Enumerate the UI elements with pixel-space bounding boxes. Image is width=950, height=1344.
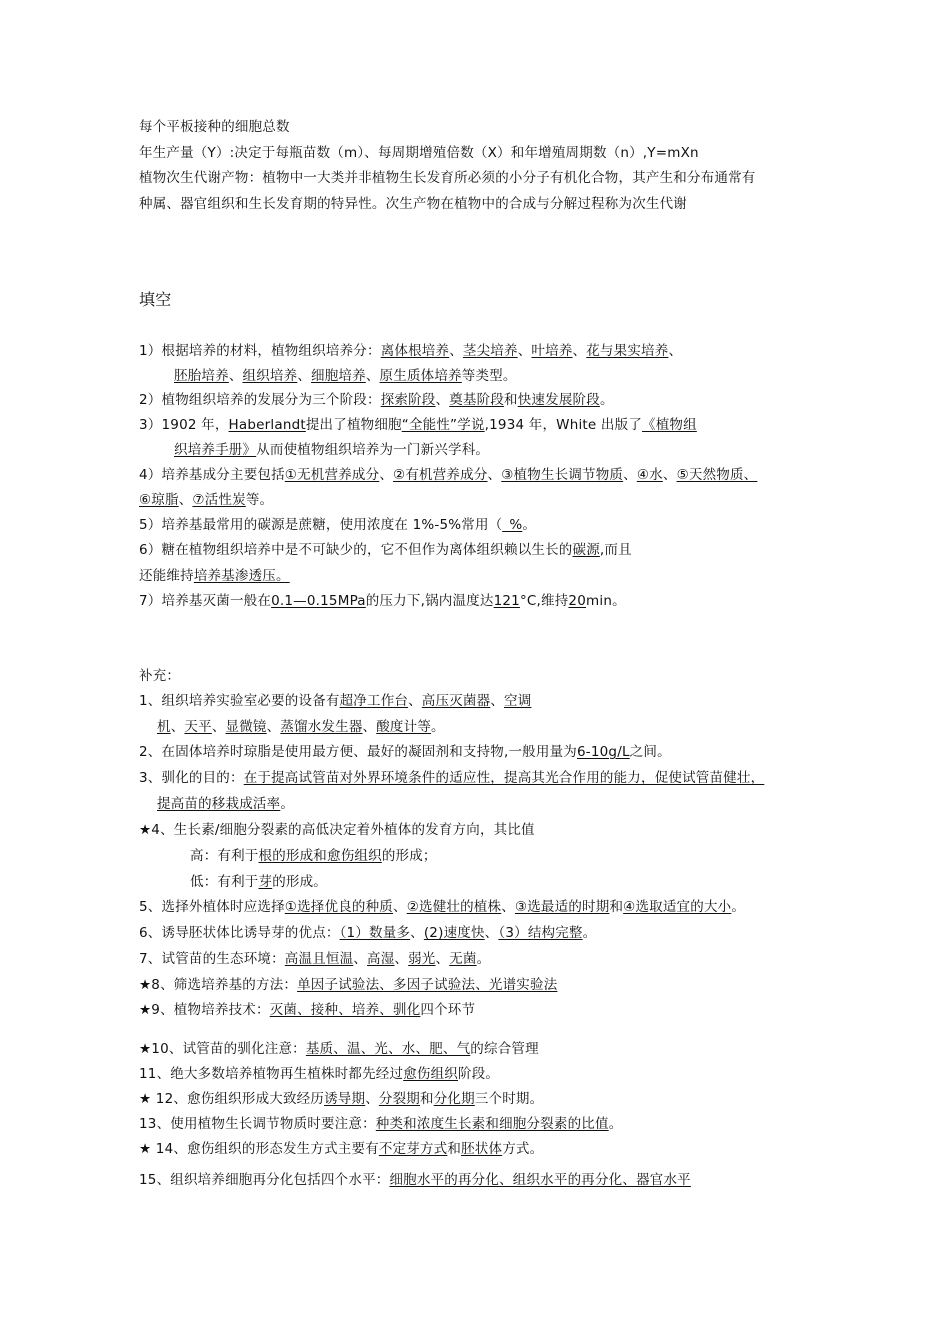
answer: 基质、温、光、水、肥、气 <box>305 1041 471 1057</box>
answer: 高湿 <box>367 951 395 967</box>
answer: 无菌 <box>449 951 477 967</box>
answer: 灭菌、接种、培养、驯化 <box>269 1002 421 1018</box>
answer: 超净工作台 <box>339 693 409 709</box>
question-3-cont: 织培养手册》从而使植物组织培养为一门新兴学科。 <box>174 442 490 458</box>
answer: 种类和浓度生长素和细胞分裂素的比值 <box>375 1116 609 1132</box>
text-line: 每个平板接种的细胞总数 <box>139 119 290 135</box>
question-4: 4）培养基成分主要包括①无机营养成分、②有机营养成分、③植物生长调节物质、④水、⑤天然物质、 <box>139 467 758 483</box>
answer: 茎尖培养 <box>462 343 518 359</box>
supp-item-3: 3、驯化的目的：在于提高试管苗对外界环境条件的适应性，提高其光合作用的能力，促使试管苗健壮， <box>139 770 765 786</box>
answer: 机 <box>157 719 171 735</box>
answer: _% <box>502 517 523 533</box>
answer: 蒸馏水发生器 <box>280 719 363 735</box>
supp-item-15: 15、组织培养细胞再分化包括四个水平：细胞水平的再分化、组织水平的再分化、器官水平 <box>139 1172 691 1188</box>
question-2: 2）植物组织培养的发展分为三个阶段：探索阶段、奠基阶段和快速发展阶段。 <box>139 392 614 408</box>
text-line: 植物次生代谢产物：植物中一大类并非植物生长发育所必须的小分子有机化合物，其产生和分布通常有 <box>139 170 756 186</box>
supp-item-9: ★9、植物培养技术：灭菌、接种、培养、驯化四个环节 <box>139 1002 476 1018</box>
answer: 根的形成和愈伤组织 <box>258 848 382 864</box>
answer: 121 <box>493 593 520 609</box>
answer: 碳源 <box>572 542 600 558</box>
answer: 奠基阶段 <box>449 392 505 408</box>
answer: 分裂期 <box>378 1091 420 1107</box>
answer: 探索阶段 <box>380 392 436 408</box>
answer: ①无机营养成分 <box>284 467 380 483</box>
supp-item-3-cont: 提高苗的移栽成活率。 <box>157 796 295 812</box>
answer: 胚胎培养 <box>174 368 229 384</box>
supp-item-11: 11、绝大多数培养植物再生植株时都先经过愈伤组织阶段。 <box>139 1066 500 1082</box>
answer: 提高苗的移栽成活率 <box>157 796 281 812</box>
answer: 细胞培养 <box>311 368 366 384</box>
supp-item-4-low: 低：有利于芽的形成。 <box>190 874 328 890</box>
answer: 《植物组 <box>642 417 697 433</box>
question-1: 1）根据培养的材料，植物组织培养分：离体根培养、茎尖培养、叶培养、花与果实培养、 <box>139 343 683 359</box>
supp-item-5: 5、选择外植体时应选择①选择优良的种质、②选健壮的植株、③选最适的时期和④选取适宜的大小。 <box>139 899 746 915</box>
answer: 胚状体 <box>461 1141 503 1157</box>
answer: ③植物生长调节物质 <box>501 467 624 483</box>
answer: ④水 <box>636 467 663 483</box>
answer: 高温且恒温 <box>284 951 354 967</box>
supp-item-12: ★ 12、愈伤组织形成大致经历诱导期、分裂期和分化期三个时期。 <box>139 1091 544 1107</box>
supp-item-8: ★8、筛选培养基的方法：单因子试验法、多因子试验法、光谱实验法 <box>139 977 558 993</box>
supp-item-1-cont: 机、天平、显微镜、蒸馏水发生器、酸度计等。 <box>157 719 445 735</box>
question-6-cont: 还能维持培养基渗透压。 <box>139 568 290 584</box>
supplement-title: 补充： <box>139 668 181 684</box>
question-5: 5）培养基最常用的碳源是蔗糖，使用浓度在 1%-5%常用（_%。 <box>139 517 537 533</box>
answer: 芽 <box>258 874 273 890</box>
answer: 空调 <box>504 693 532 709</box>
answer: 培养基渗透压。 <box>193 568 290 584</box>
answer: ②选健壮的植株 <box>406 899 502 915</box>
answer: 20 <box>568 593 587 609</box>
question-1-cont: 胚胎培养、组织培养、细胞培养、原生质体培养等类型。 <box>174 368 517 384</box>
answer: 天平 <box>184 719 212 735</box>
supp-item-14: ★ 14、愈伤组织的形态发生方式主要有不定芽方式和胚状体方式。 <box>139 1141 544 1157</box>
answer: （3）结构完整 <box>498 925 583 941</box>
answer: 显微镜 <box>225 719 267 735</box>
supp-item-4: ★4、生长素/细胞分裂素的高低决定着外植体的发育方向，其比值 <box>139 822 535 838</box>
answer: 诱导期 <box>324 1091 366 1107</box>
answer: 织培养手册》 <box>174 442 257 458</box>
answer: 0.1—0.15MPa <box>271 593 366 609</box>
supp-item-6: 6、诱导胚状体比诱导芽的优点：（1）数量多、(2)速度快、（3）结构完整。 <box>139 925 597 941</box>
answer: 不定芽方式 <box>378 1141 448 1157</box>
answer: 组织培养 <box>242 368 298 384</box>
answer: 6-10g/L <box>576 744 630 760</box>
answer: (2)速度快 <box>423 925 485 941</box>
answer: 愈伤组织 <box>403 1066 458 1082</box>
supp-item-1: 1、组织培养实验室必要的设备有超净工作台、高压灭菌器、空调 <box>139 693 532 709</box>
answer: ②有机营养成分 <box>393 467 488 483</box>
answer: 叶培养 <box>531 343 573 359</box>
answer: 快速发展阶段 <box>517 392 600 408</box>
answer: 花与果实培养 <box>586 343 669 359</box>
answer: 细胞水平的再分化、组织水平的再分化、器官水平 <box>389 1172 691 1188</box>
answer: 分化期 <box>433 1091 475 1107</box>
answer: 单因子试验法、多因子试验法、光谱实验法 <box>297 977 558 993</box>
answer: ⑦活性炭 <box>192 492 246 508</box>
answer: 原生质体培养 <box>379 368 462 384</box>
supp-item-2: 2、在固体培养时琼脂是使用最方便、最好的凝固剂和支持物,一般用量为6-10g/L之间。 <box>139 744 671 760</box>
answer: 弱光 <box>408 951 436 967</box>
question-6: 6）糖在植物组织培养中是不可缺少的，它不但作为离体组织赖以生长的碳源,而且 <box>139 542 632 558</box>
answer: （1）数量多 <box>339 925 411 941</box>
question-4-cont: ⑥琼脂、⑦活性炭等。 <box>139 492 274 508</box>
answer: ⑤天然物质、 <box>676 467 758 483</box>
supp-item-7: 7、试管苗的生态环境：高温且恒温、高湿、弱光、无菌。 <box>139 951 491 967</box>
supp-item-13: 13、使用植物生长调节物质时要注意：种类和浓度生长素和细胞分裂素的比值。 <box>139 1116 623 1132</box>
supp-item-10: ★10、试管苗的驯化注意：基质、温、光、水、肥、气的综合管理 <box>139 1041 539 1057</box>
answer: “全能性”学说 <box>401 417 485 433</box>
answer: ③选最适的时期 <box>514 899 610 915</box>
answer: ④选取适宜的大小 <box>623 899 732 915</box>
question-3: 3）1902 年，Haberlandt提出了植物细胞“全能性”学说,1934 年，White 出版了《植物组 <box>139 417 697 433</box>
answer: 高压灭菌器 <box>421 693 491 709</box>
question-7: 7）培养基灭菌一般在0.1—0.15MPa的压力下,锅内温度达121°C,维持20min。 <box>139 593 626 609</box>
text-line: 种属、器官组织和生长发育期的特异性。次生产物在植物中的合成与分解过程称为次生代谢 <box>139 196 687 212</box>
answer: 酸度计等 <box>376 719 432 735</box>
answer: ⑥琼脂 <box>139 492 179 508</box>
answer: Haberlandt <box>228 417 306 433</box>
answer: 在于提高试管苗对外界环境条件的适应性，提高其光合作用的能力，促使试管苗健壮， <box>243 770 765 786</box>
answer: ①选择优良的种质 <box>284 899 393 915</box>
section-heading: 填空 <box>139 290 172 309</box>
text-line: 年生产量（Y）:决定于每瓶苗数（m）、每周期增殖倍数（X）和年增殖周期数（n）,Y=mXn <box>139 145 699 161</box>
answer: 离体根培养 <box>380 343 450 359</box>
supp-item-4-high: 高：有利于根的形成和愈伤组织的形成； <box>190 848 437 864</box>
